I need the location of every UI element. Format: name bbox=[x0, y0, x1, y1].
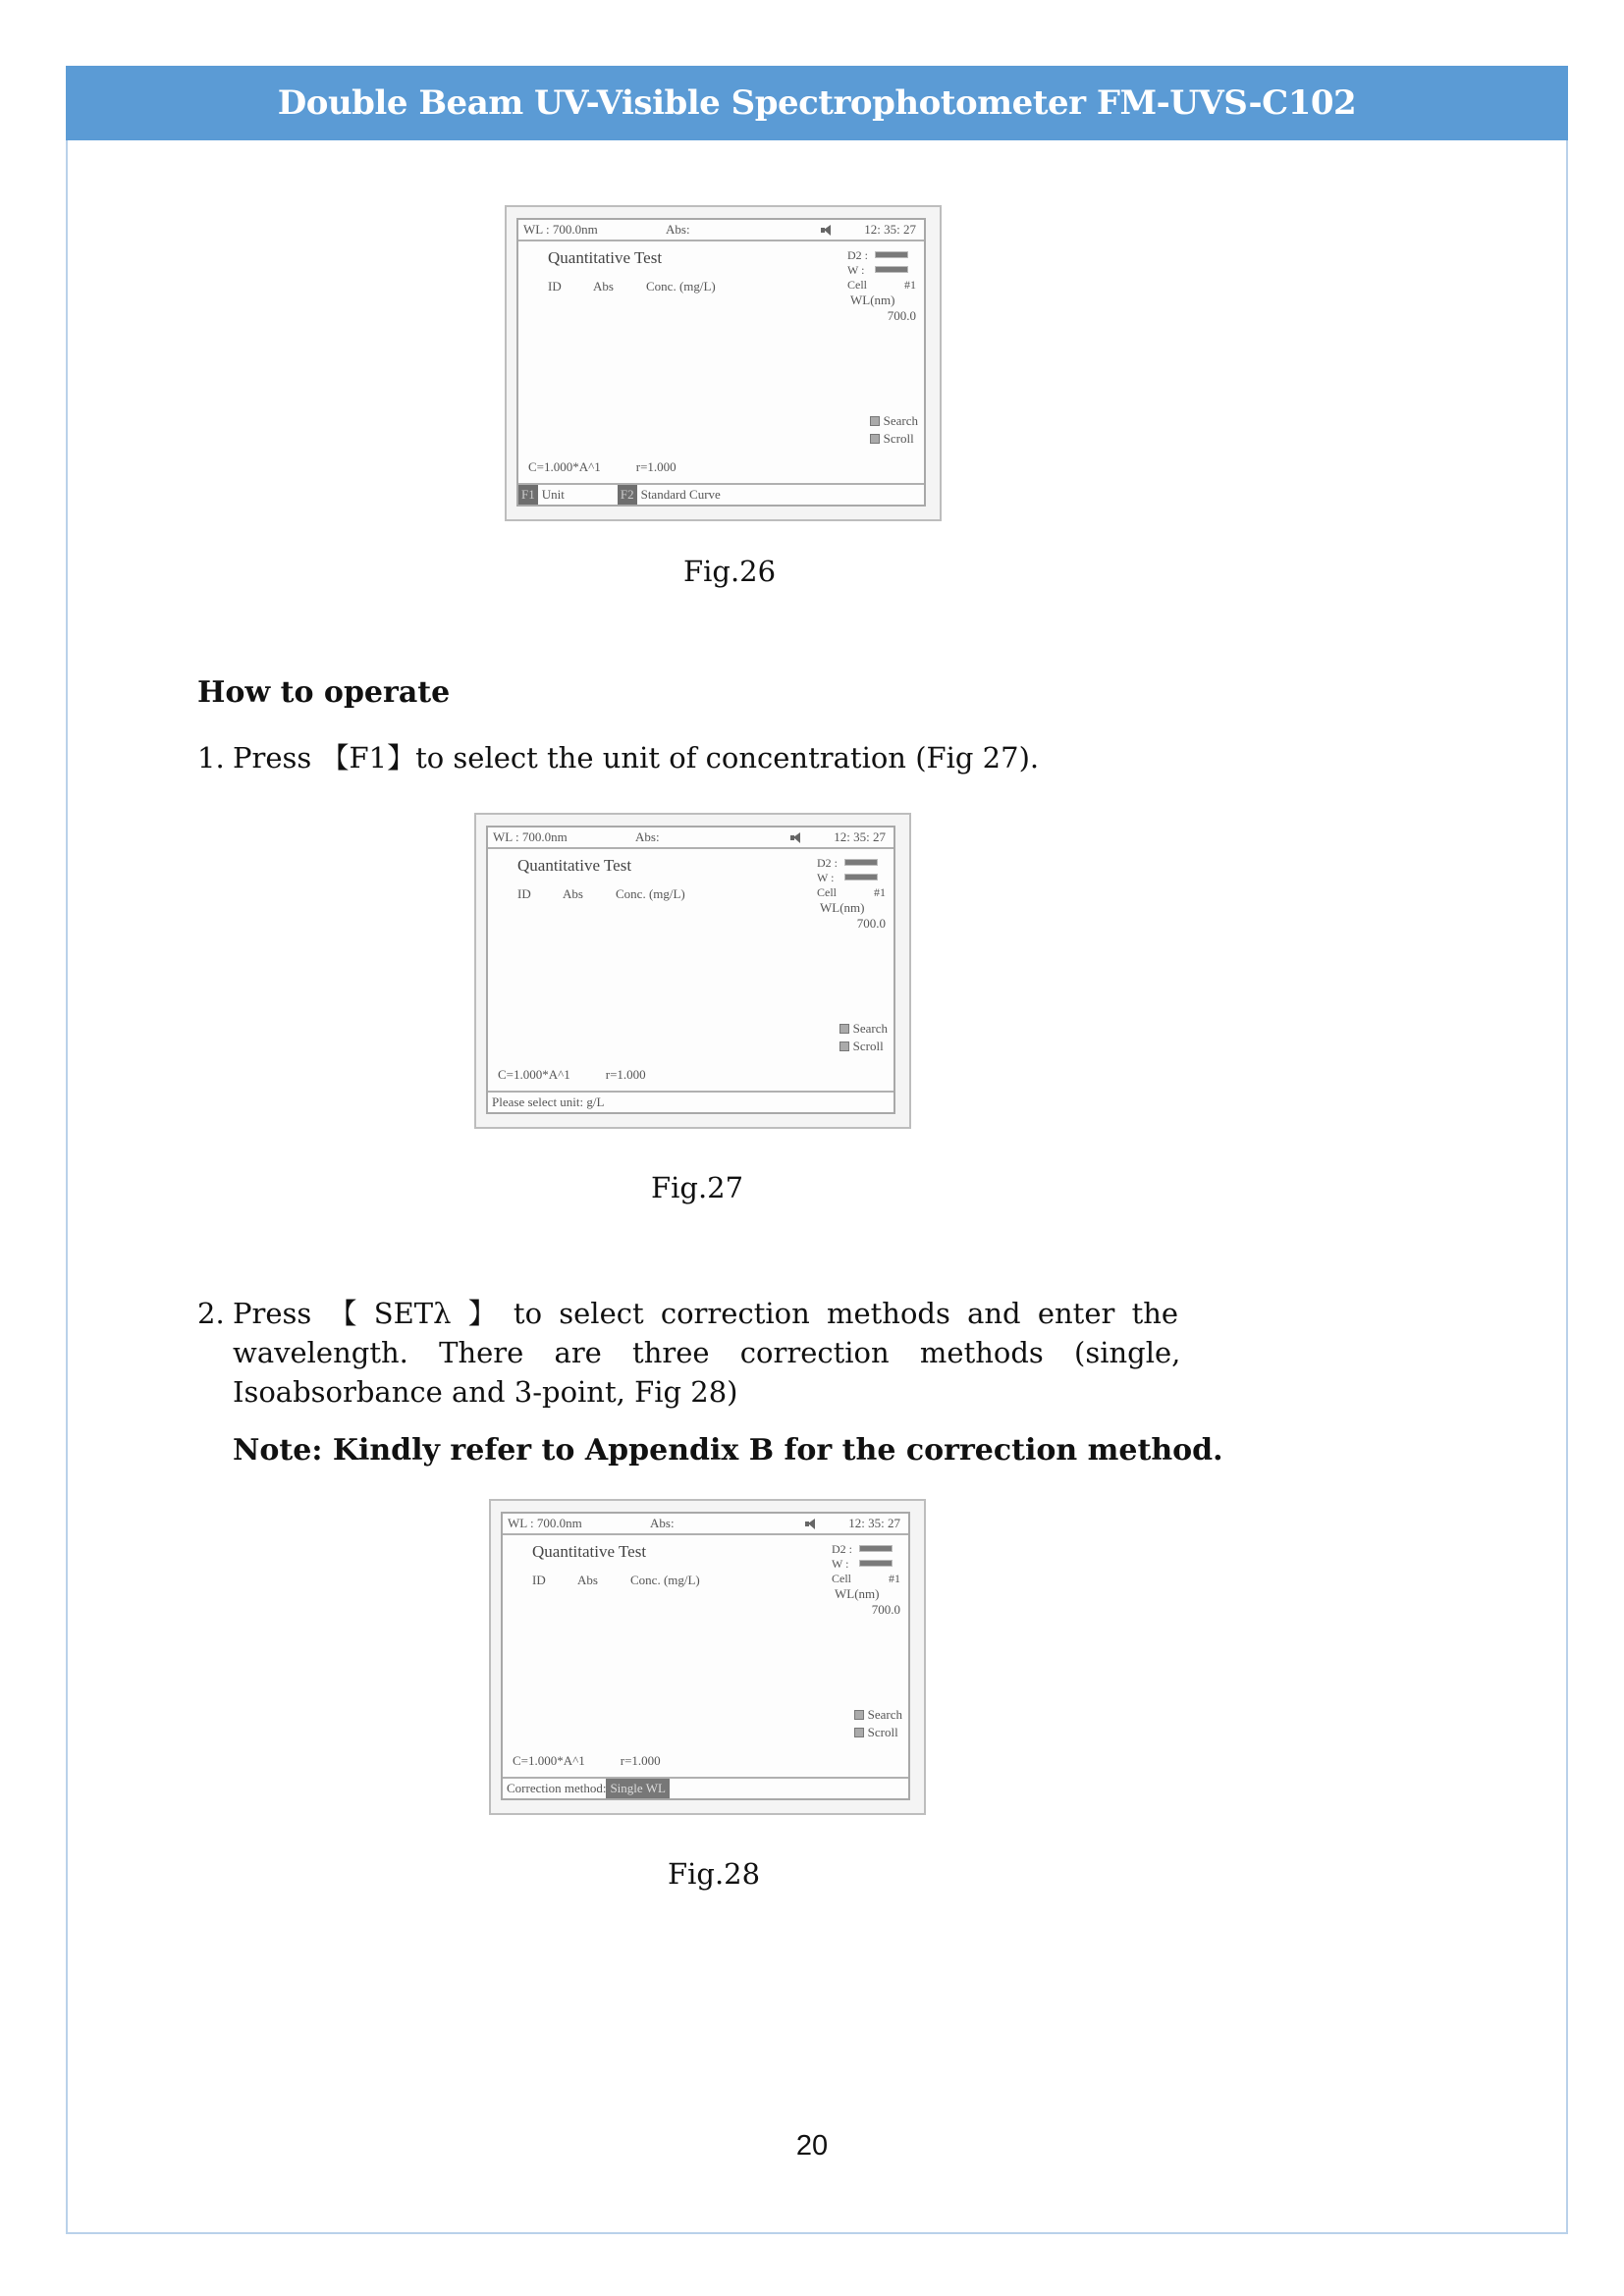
lcd-function-bar bbox=[518, 483, 924, 505]
absorbance-readout: Abs: bbox=[666, 222, 690, 237]
speaker-icon bbox=[821, 225, 831, 236]
lcd-mode-title: Quantitative Test bbox=[532, 1542, 647, 1561]
column-abs: Abs bbox=[563, 886, 583, 901]
lamp-d2: D2 : bbox=[847, 247, 918, 262]
lcd-prompt-bar bbox=[488, 1091, 893, 1112]
search-key-icon bbox=[839, 1024, 849, 1034]
lcd-side-panel bbox=[817, 855, 888, 932]
step-2: 2. Press 【 SETλ 】 to select correction methods and enter the wavelength. There are three correction methods (single, Isoabsorbance and 3-point, Fig 28) bbox=[197, 1297, 1181, 1409]
column-abs: Abs bbox=[577, 1573, 598, 1587]
column-conc: Conc. (mg/L) bbox=[646, 279, 716, 294]
f1-label: Unit bbox=[541, 487, 565, 502]
lamp-d2-bar bbox=[875, 251, 908, 258]
lcd-mode-title: Quantitative Test bbox=[517, 856, 632, 875]
correction-method-label: Correction method: bbox=[507, 1781, 607, 1795]
lamp-d2-bar bbox=[859, 1545, 893, 1552]
section-heading: How to operate bbox=[197, 675, 451, 710]
unit-prompt: Please select unit: g/L bbox=[492, 1095, 605, 1109]
search-key-icon bbox=[854, 1710, 864, 1720]
lcd-mode-title: Quantitative Test bbox=[548, 248, 663, 267]
wavelength-readout: WL : 700.0nm bbox=[508, 1516, 582, 1530]
wl-nm-label: WL(nm) bbox=[820, 900, 865, 915]
f2-key: F2 bbox=[618, 485, 637, 505]
figure-28-screenshot bbox=[489, 1499, 926, 1815]
lcd-status-bar bbox=[503, 1514, 908, 1535]
figure-26-caption: Fig.26 bbox=[683, 555, 777, 588]
column-abs: Abs bbox=[593, 279, 614, 294]
step-1: 1. Press 【F1】to select the unit of concentration (Fig 27). bbox=[197, 741, 1040, 774]
column-conc: Conc. (mg/L) bbox=[616, 886, 685, 901]
lamp-d2: D2 : bbox=[817, 855, 888, 870]
figure-28-caption: Fig.28 bbox=[668, 1857, 761, 1891]
wavelength-readout: WL : 700.0nm bbox=[523, 222, 598, 237]
wavelength-readout: WL : 700.0nm bbox=[493, 829, 568, 844]
lamp-w: W : bbox=[847, 262, 918, 277]
wl-nm-value: 700.0 bbox=[856, 916, 886, 931]
wl-nm-label: WL(nm) bbox=[850, 293, 895, 307]
lamp-w: W : bbox=[817, 870, 888, 884]
figure-26-screenshot bbox=[505, 205, 942, 521]
absorbance-readout: Abs: bbox=[635, 829, 660, 844]
page-number: 20 bbox=[795, 2130, 829, 2162]
wl-nm-value: 700.0 bbox=[871, 1602, 900, 1617]
correction-method-selected: Single WL bbox=[606, 1779, 669, 1798]
lcd-key-hints: Search Scroll bbox=[870, 412, 918, 448]
lcd-equation: C=1.000*A^1 r=1.000 bbox=[498, 1067, 646, 1082]
column-id: ID bbox=[532, 1573, 546, 1587]
speaker-icon bbox=[790, 832, 800, 843]
lcd-prompt-bar bbox=[503, 1777, 908, 1798]
absorbance-readout: Abs: bbox=[650, 1516, 675, 1530]
wl-nm-value: 700.0 bbox=[887, 308, 916, 323]
page-header-title: Double Beam UV-Visible Spectrophotometer FM-UVS-C102 bbox=[66, 66, 1568, 140]
lamp-w-bar bbox=[859, 1560, 893, 1567]
wl-nm-label: WL(nm) bbox=[835, 1586, 880, 1601]
lamp-w-bar bbox=[844, 874, 878, 881]
cell-indicator: Cell #1 bbox=[817, 885, 886, 899]
clock-time: 12: 35: 27 bbox=[864, 222, 916, 237]
lcd-key-hints: Search Scroll bbox=[854, 1706, 902, 1741]
clock-time: 12: 35: 27 bbox=[834, 829, 886, 844]
lcd-side-panel bbox=[847, 247, 918, 324]
speaker-icon bbox=[805, 1519, 815, 1529]
lamp-w-bar bbox=[875, 266, 908, 273]
lcd-status-bar bbox=[488, 828, 893, 849]
search-key-icon bbox=[870, 416, 880, 426]
scroll-key-icon bbox=[854, 1728, 864, 1737]
appendix-note: Note: Kindly refer to Appendix B for the correction method. bbox=[233, 1433, 1223, 1468]
lamp-w: W : bbox=[832, 1556, 902, 1571]
clock-time: 12: 35: 27 bbox=[848, 1516, 900, 1530]
lcd-screen bbox=[501, 1512, 910, 1800]
scroll-key-icon bbox=[870, 434, 880, 444]
f2-label: Standard Curve bbox=[640, 487, 721, 502]
lcd-screen bbox=[516, 218, 926, 507]
figure-27-caption: Fig.27 bbox=[651, 1171, 744, 1204]
scroll-key-icon bbox=[839, 1041, 849, 1051]
column-conc: Conc. (mg/L) bbox=[630, 1573, 700, 1587]
figure-27-screenshot bbox=[474, 813, 911, 1129]
lamp-d2-bar bbox=[844, 859, 878, 866]
lcd-key-hints: Search Scroll bbox=[839, 1020, 888, 1055]
column-id: ID bbox=[517, 886, 531, 901]
f1-key: F1 bbox=[518, 485, 538, 505]
lcd-equation: C=1.000*A^1 r=1.000 bbox=[513, 1753, 661, 1768]
column-id: ID bbox=[548, 279, 562, 294]
cell-indicator: Cell #1 bbox=[832, 1572, 900, 1585]
cell-indicator: Cell #1 bbox=[847, 278, 916, 292]
lcd-equation: C=1.000*A^1 r=1.000 bbox=[528, 459, 677, 474]
lcd-side-panel bbox=[832, 1541, 902, 1618]
lcd-screen bbox=[486, 826, 895, 1114]
lamp-d2: D2 : bbox=[832, 1541, 902, 1556]
lcd-status-bar bbox=[518, 220, 924, 241]
